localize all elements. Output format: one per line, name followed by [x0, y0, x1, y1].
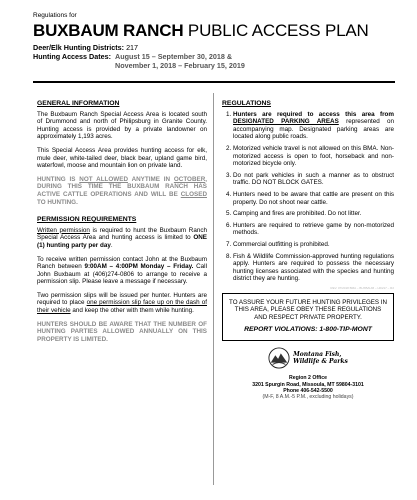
designated-parking-areas: DESIGNATED PARKING AREAS: [233, 118, 339, 126]
regulation-item: 5. Camping and fires are prohibited. Do not litter.: [233, 210, 394, 218]
perm-p3-text-a: Two permission slips will be issued per hunter. Hunters are required to place: [37, 291, 207, 307]
permission-paragraph-2: [37, 256, 207, 286]
header: [33, 12, 393, 70]
office-name: Region 2 Office: [288, 375, 328, 382]
revision-fine-print: REV. 07/2018 BMA – BUXBAUM – HD217 – R2: [330, 285, 394, 290]
districts-label: Deer/Elk Hunting Districts:: [33, 43, 125, 52]
fwp-logo-text: [293, 351, 348, 365]
office-address: 3201 Spurgin Road, Missoula, MT 59804-3101: [252, 381, 364, 388]
perm-p2-text-a: To receive written permission contact John at the Buxbaum Ranch between: [37, 255, 207, 271]
regulation-item: [233, 111, 394, 141]
regulations-for-label: Regulations for: [33, 12, 77, 19]
warn-october: OCTOBER: [173, 175, 206, 183]
contact-hours: 9:00AM – 4:00PM Monday – Friday.: [84, 263, 194, 271]
perm-p2-text-c: Call John Buxbaum at (406)274-0806 to arrange to receive a permission slip. Please leave a message if necessary.: [37, 263, 207, 286]
logo-line-2: Wildlife & Parks: [293, 358, 348, 366]
fwp-logo: [222, 347, 394, 369]
limited-parties-warning: HUNTERS SHOULD BE AWARE THAT THE NUMBER OF HUNTING PARTIES ALLOWED ANNUALLY ON THIS PROPERTY IS LIMITED.: [37, 320, 207, 343]
reg1-text-a: Hunters are required to access this area from: [233, 110, 394, 118]
general-paragraph-1: The Buxbaum Ranch Special Access Area is located south of Drummond and north of Philipsburg in Granite County. Hunting access is provided by a private landowner on approximately 1,193 acres.: [37, 110, 207, 141]
title-ranch-name: BUXBAUM RANCH: [33, 21, 184, 40]
header-divider: [33, 81, 395, 83]
page-title: [33, 21, 393, 40]
hunting-districts: [33, 43, 393, 52]
logo-line-1: Montana Fish,: [293, 351, 342, 359]
general-paragraph-2: This Special Access Area provides hunting access for elk, mule deer, white-tailed deer, black bear, upland game bird, waterfowl, moose and mountain lion on private land.: [37, 146, 207, 170]
dates-line-1: August 15 – September 30, 2018 &: [115, 52, 233, 61]
dates-value: [111, 52, 245, 70]
office-hours: (M-F, 8 A.M.-5 P.M., excluding holidays): [262, 394, 354, 401]
dates-line-2: November 1, 2018 – February 15, 2019: [115, 61, 245, 70]
perm-p1-text: is required to hunt the Buxbaum Ranch Special Access Area and hunting access is limited to: [37, 226, 207, 242]
regulations-heading: REGULATIONS: [222, 100, 271, 107]
general-information-heading: GENERAL INFORMATION: [37, 100, 120, 107]
title-rest: PUBLIC ACCESS PLAN: [183, 21, 369, 40]
one-party-per-day: ONE (1) hunting party per day: [37, 234, 207, 249]
october-closure-warning: [37, 176, 207, 206]
written-permission: Written permission: [37, 226, 90, 234]
regulation-item: 8. Fish & Wildlife Commission-approved hunting regulations apply. Hunters are required to possess the necessary hunting licenses associated with the species and hunting district they are hunting.: [233, 253, 394, 283]
fwp-emblem-icon: [268, 347, 290, 369]
right-column: [222, 100, 394, 401]
permission-paragraph-1: [37, 227, 207, 250]
notice-text: TO ASSURE YOUR FUTURE HUNTING PRIVILEGES IN THIS AREA, PLEASE OBEY THESE REGULATIONS AND RESPECT PRIVATE PROPERTY.: [229, 298, 387, 322]
warn-text-d: TO HUNTING.: [37, 198, 78, 206]
reg1-text-b: represented on accompanying map. Designated parking areas are located along public roads.: [233, 118, 394, 141]
warn-closed: CLOSED: [180, 190, 207, 198]
regulation-item: 3. Do not park vehicles in such a manner as to obstruct traffic. DO NOT BLOCK GATES.: [233, 172, 394, 187]
regulation-item: 4. Hunters need to be aware that cattle are present on this property. Do not shoot near cattle.: [233, 191, 394, 206]
dates-label: Hunting Access Dates:: [33, 52, 112, 61]
permission-paragraph-3: [37, 292, 207, 315]
regulations-list: [222, 111, 394, 283]
perm-p3-text-b: and keep the other with them while hunting.: [70, 307, 194, 315]
warn-not-allowed: NOT ALLOWED: [79, 175, 128, 183]
districts-value: 217: [126, 43, 139, 52]
office-phone: Phone 406-542-5500: [283, 388, 333, 395]
notice-box: [222, 293, 394, 341]
warn-text-c: , DURING THIS TIME THE BUXBAUM RANCH HAS ACTIVE CATTLE OPERATIONS AND WILL BE: [37, 175, 207, 198]
left-column: [37, 100, 207, 349]
column-divider: [213, 93, 214, 485]
report-violations: REPORT VIOLATIONS: 1-800-TIP-MONT: [244, 325, 372, 333]
warn-text-a: HUNTING IS: [37, 175, 80, 183]
slip-on-dash: one permission slip face up on the dash of their vehicle: [37, 299, 207, 315]
permission-requirements-heading: PERMISSION REQUIREMENTS: [37, 216, 137, 224]
hunting-access-dates: [33, 52, 393, 70]
region-office-info: [222, 347, 394, 401]
regulation-item: 7. Commercial outfitting is prohibited.: [233, 241, 394, 249]
regulation-item: 2. Motorized vehicle travel is not allowed on this BMA. Non-motorized access is open to foot, horseback and non-motorized bicycle only.: [233, 145, 394, 168]
regulation-item: 6. Hunters are required to retrieve game by non-motorized methods.: [233, 222, 394, 237]
warn-text-b: ANYTIME IN: [128, 175, 174, 183]
perm-p1-end: .: [110, 241, 113, 249]
